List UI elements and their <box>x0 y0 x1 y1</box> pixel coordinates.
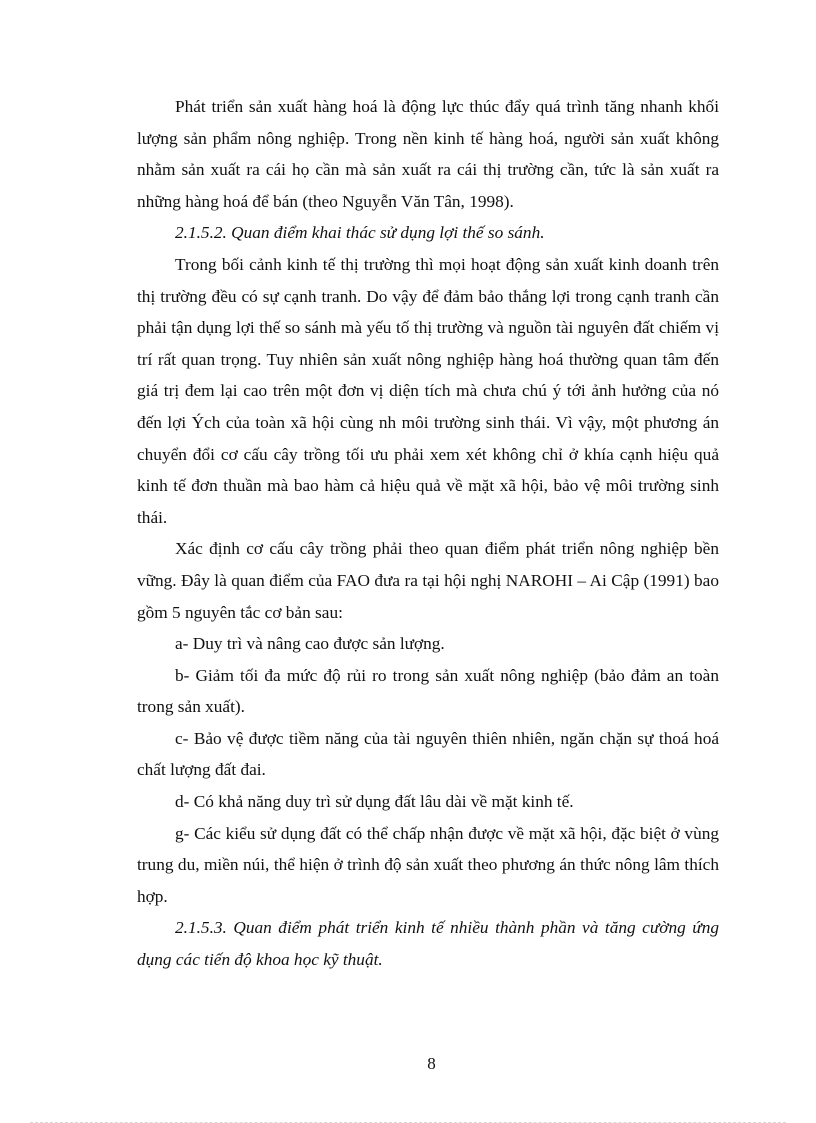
paragraph-commodity-production: Phát triển sản xuất hàng hoá là động lực thúc đẩy quá trình tăng nhanh khối lượng sản phẩm nông nghiệp. Trong nền kinh tế hàng hoá, người sản xuất không nhằm sản xuất ra cái họ cần mà sản xuất ra cái thị trường cần, tức là sản xuất ra những hàng hoá để bán (theo Nguyễn Văn Tân, 1998). <box>137 97 719 211</box>
section-heading-2-1-5-2: 2.1.5.2. Quan điểm khai thác sử dụng lợi thế so sánh. <box>175 223 545 243</box>
body-text <box>137 91 719 976</box>
section-heading-2-1-5-3: 2.1.5.3. Quan điểm phát triển kinh tế nhiều thành phần và tăng cường ứng dụng các tiến độ khoa học kỹ thuật. <box>137 918 719 970</box>
principle-a: a- Duy trì và nâng cao được sản lượng. <box>175 634 445 654</box>
principle-g: g- Các kiểu sử dụng đất có thể chấp nhận được về mặt xã hội, đặc biệt ở vùng trung du, miền núi, thể hiện ở trình độ sản xuất theo phương án thức nông lâm thích hợp. <box>137 823 719 906</box>
principle-d: d- Có khả năng duy trì sử dụng đất lâu dài về mặt kinh tế. <box>175 792 574 812</box>
principle-c: c- Bảo vệ được tiềm năng của tài nguyên thiên nhiên, ngăn chặn sự thoá hoá chất lượng đất đai. <box>137 728 719 780</box>
page-number: 8 <box>427 1054 436 1073</box>
paragraph-sustainable-agriculture: Xác định cơ cấu cây trồng phải theo quan điểm phát triển nông nghiệp bền vững. Đây là quan điểm của FAO đưa ra tại hội nghị NAROHI – Ai Cập (1991) bao gồm 5 nguyên tắc cơ bản sau: <box>137 539 719 622</box>
paragraph-market-competition: Trong bối cảnh kinh tế thị trường thì mọi hoạt động sản xuất kinh doanh trên thị trường đều có sự cạnh tranh. Do vậy để đảm bảo thắng lợi trong cạnh tranh cần phải tận dụng lợi thế so sánh mà yếu tố thị trường và nguồn tài nguyên đất chiếm vị trí rất quan trọng. Tuy nhiên sản xuất nông nghiệp hàng hoá thường quan tâm đến giá trị đem lại cao trên một đơn vị diện tích mà chưa chú ý tới ảnh hưởng của nó đến lợi Ých của toàn xã hội cùng nh môi trường sinh thái. Vì vậy, một phương án chuyển đổi cơ cấu cây trồng tối ưu phải xem xét không chỉ ở khía cạnh hiệu quả kinh tế đơn thuần mà bao hàm cả hiệu quả về mặt xã hội, bảo vệ môi trường sinh thái. <box>137 254 719 527</box>
principle-b: b- Giảm tối đa mức độ rủi ro trong sản xuất nông nghiệp (bảo đảm an toàn trong sản xuất). <box>137 665 719 717</box>
